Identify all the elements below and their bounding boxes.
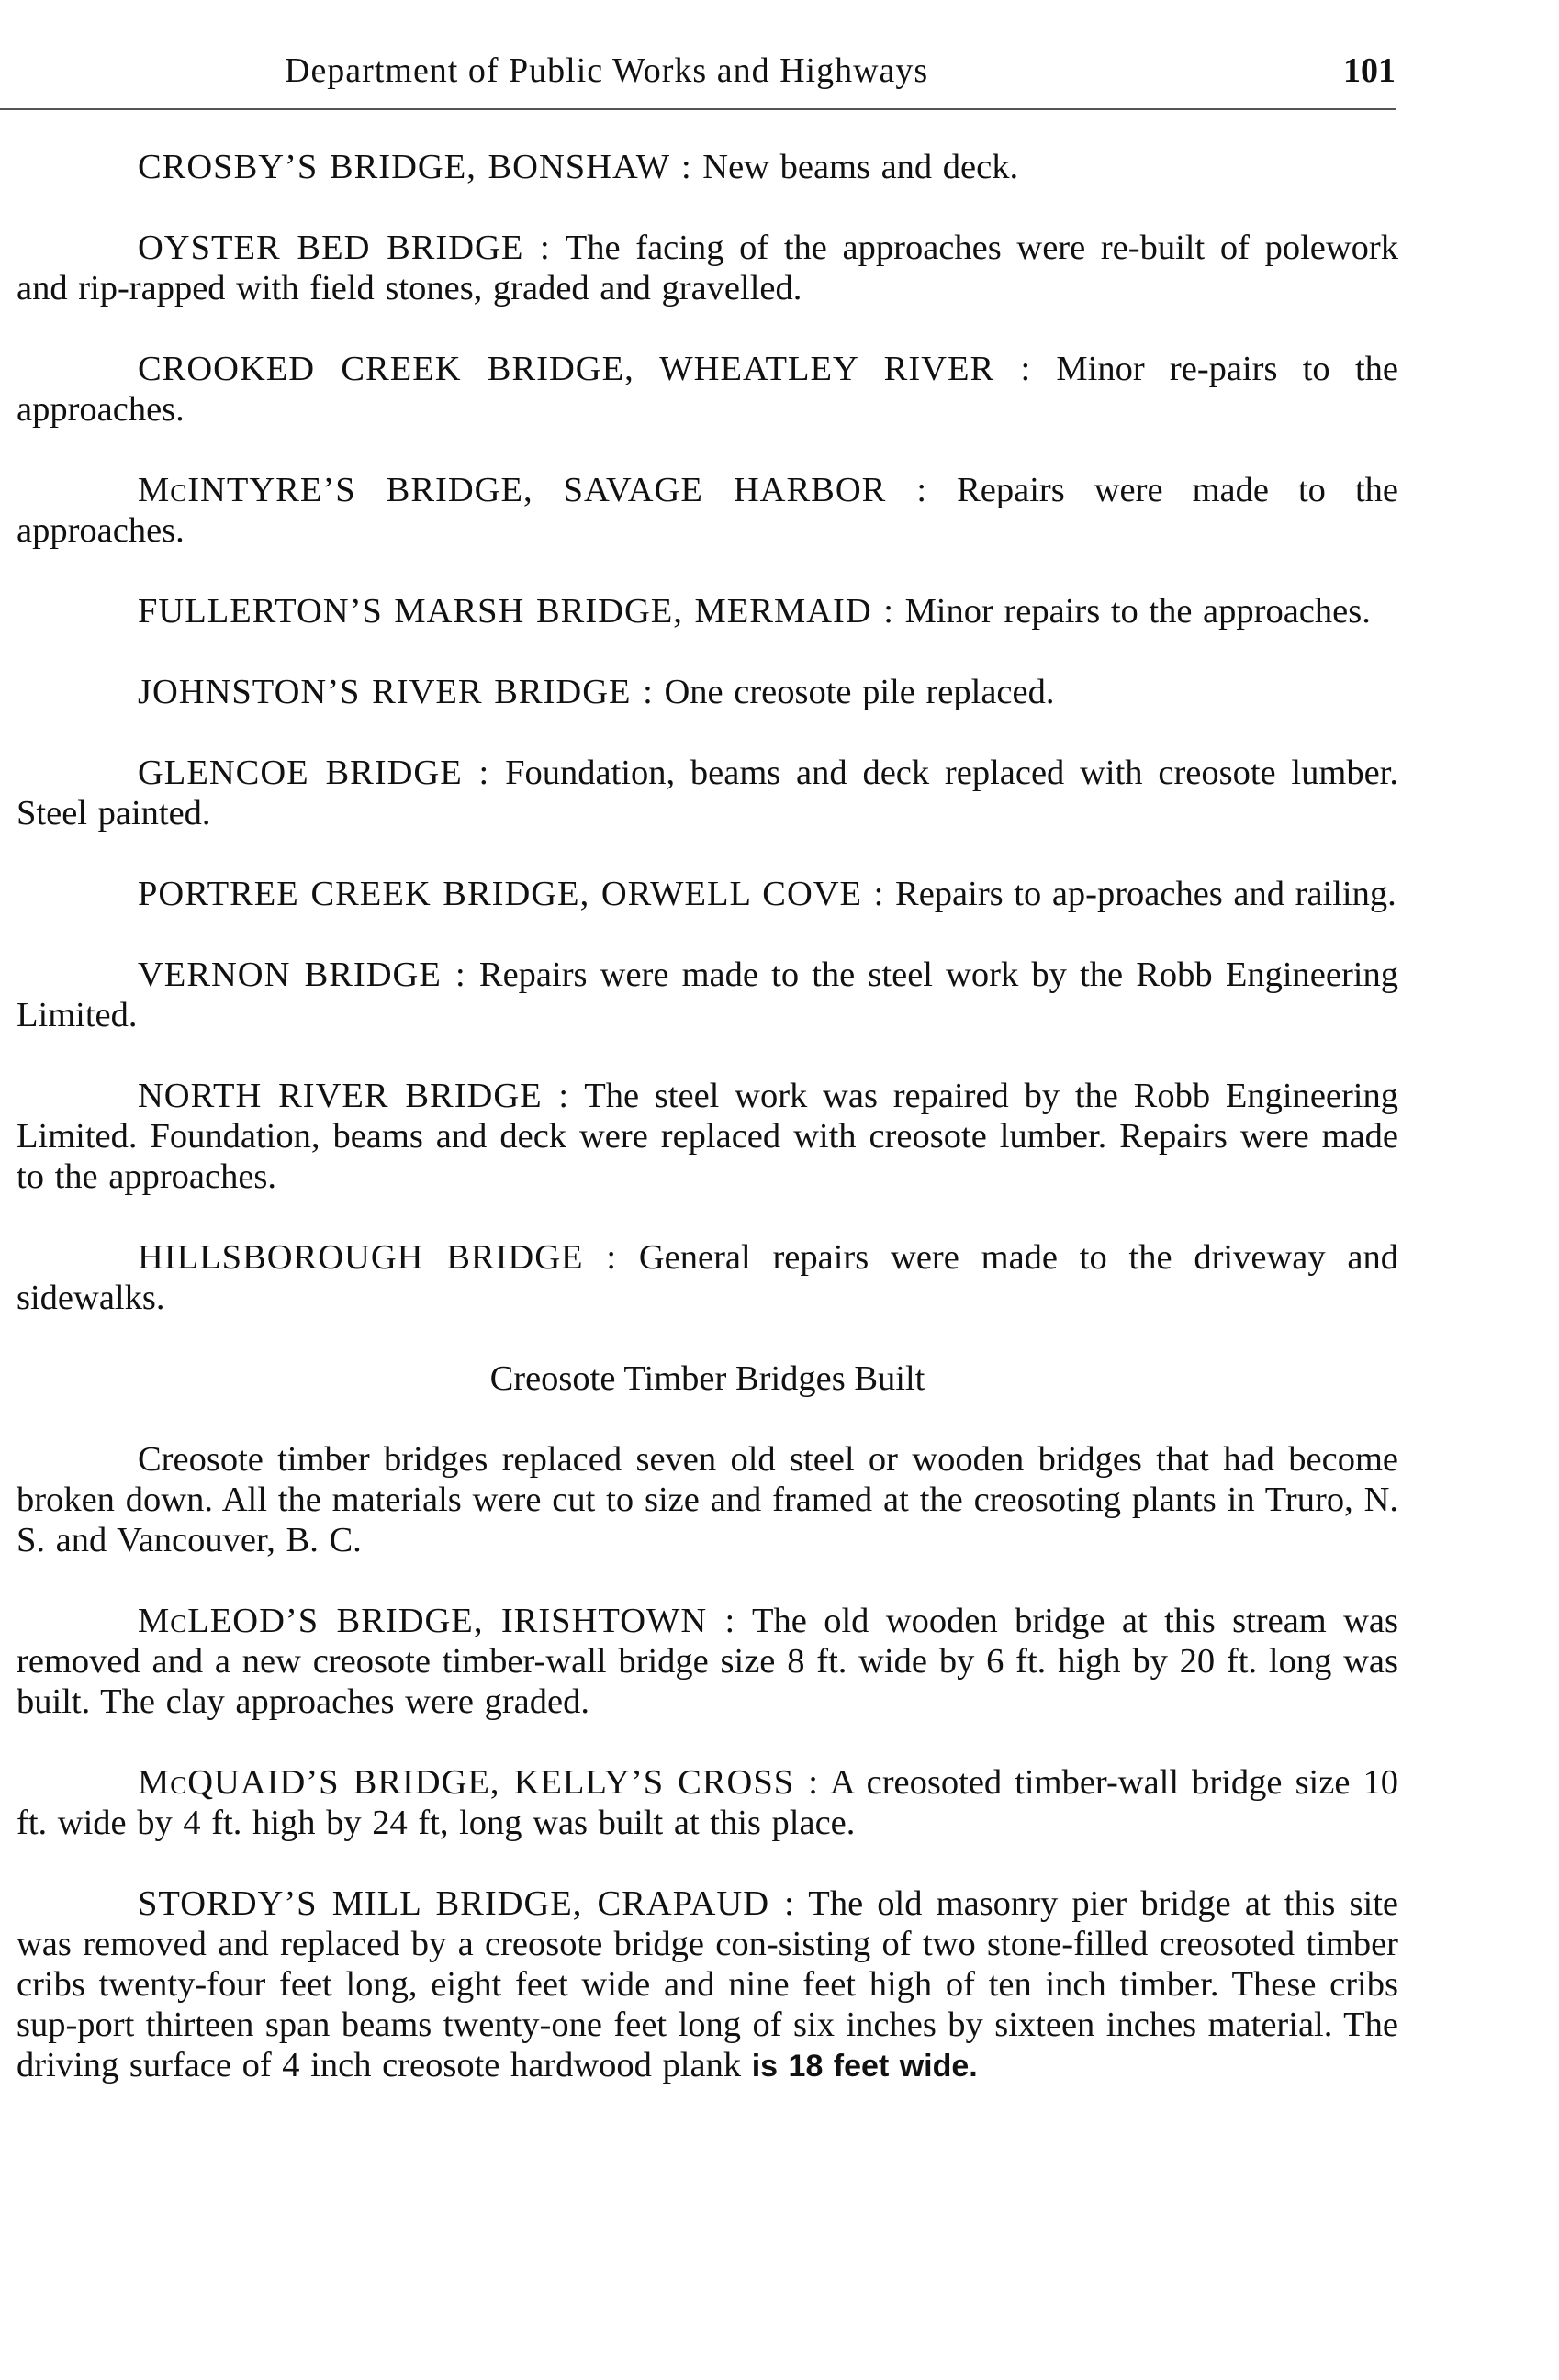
entry-paragraph	[17, 753, 1398, 833]
entry-heading: FULLERTON’S MARSH BRIDGE, MERMAID :	[138, 592, 894, 631]
page-number: 101	[1343, 51, 1396, 90]
entry-paragraph	[17, 1076, 1398, 1197]
entry-paragraph	[17, 228, 1398, 308]
built-entry-paragraph	[17, 1762, 1398, 1843]
intro-paragraph: Creosote timber bridges replaced seven old steel or wooden bridges that had become broken down. All the materials were cut to size and framed at the creosoting plants in Truro, N. S. and Vancouver, B. C.	[17, 1440, 1398, 1559]
entry-heading: VERNON BRIDGE :	[138, 955, 466, 994]
entry-paragraph	[17, 955, 1398, 1035]
entry-paragraph	[17, 349, 1398, 430]
document-body	[17, 147, 1398, 2127]
entry-paragraph	[17, 1237, 1398, 1318]
built-entry-paragraph	[17, 1601, 1398, 1722]
entry-heading: CROOKED CREEK BRIDGE, WHEATLEY RIVER :	[138, 350, 1032, 388]
entry-heading: McINTYRE’S BRIDGE, SAVAGE HARBOR :	[138, 471, 928, 509]
entry-paragraph	[17, 874, 1398, 914]
entry-heading: McQUAID’S BRIDGE, KELLY’S CROSS :	[138, 1763, 819, 1802]
entry-heading: GLENCOE BRIDGE :	[138, 754, 490, 792]
entry-text: A creosoted timber-wall bridge size 10 ft. wide by 4 ft. high by 24 ft, long was built at this place.	[17, 1763, 1398, 1842]
page-header	[285, 50, 1396, 106]
running-head: Department of Public Works and Highways	[285, 51, 929, 90]
entry-text: One creosote pile replaced.	[653, 673, 1055, 711]
entry-text: Minor re-pairs to the approaches.	[17, 350, 1398, 429]
entry-heading: HILLSBOROUGH BRIDGE :	[138, 1238, 618, 1277]
built-entry-paragraph	[17, 1883, 1398, 2086]
entry-heading: PORTREE CREEK BRIDGE, ORWELL COVE :	[138, 875, 885, 913]
entry-text: Repairs were made to the approaches.	[17, 471, 1399, 550]
entry-text: The old wooden bridge at this stream was removed and a new creosote timber-wall bridge size 8 ft. wide by 6 ft. high by 20 ft. long was built. The clay approaches were graded.	[17, 1602, 1399, 1721]
entry-paragraph	[17, 470, 1398, 551]
entry-text: The old masonry pier bridge at this site was removed and replaced by a creosote bridge con-sisting of two stone-filled creosoted timber cribs twenty-four feet long, eight feet wide and nine feet high of ten inch timber. These cribs sup-port thirteen span beams twenty-one feet long of six inches by sixteen inches material. The driving surface of 4 inch creosote hardwood plank	[17, 1884, 1399, 2084]
entry-heading: STORDY’S MILL BRIDGE, CRAPAUD :	[138, 1884, 795, 1923]
entry-text: The facing of the approaches were re-built of polework and rip-rapped with field stones, graded and gravelled.	[17, 229, 1398, 307]
entry-paragraph	[17, 591, 1398, 631]
entry-paragraph	[17, 672, 1398, 712]
entry-text-tail: is 18 feet wide.	[751, 2049, 978, 2084]
entry-heading: OYSTER BED BRIDGE :	[138, 229, 551, 267]
entry-text: Foundation, beams and deck replaced with creosote lumber. Steel painted.	[17, 754, 1398, 832]
entry-heading: NORTH RIVER BRIDGE :	[138, 1077, 570, 1115]
entry-text: General repairs were made to the driveway and sidewalks.	[17, 1238, 1398, 1317]
entry-paragraph	[17, 147, 1398, 187]
entry-heading: CROSBY’S BRIDGE, BONSHAW :	[138, 148, 692, 186]
section-title: Creosote Timber Bridges Built	[489, 1359, 925, 1398]
entry-text: Repairs were made to the steel work by the Robb Engineering Limited.	[17, 955, 1398, 1034]
entry-text: The steel work was repaired by the Robb Engineering Limited. Foundation, beams and deck were replaced with creosote lumber. Repairs were made to the approaches.	[17, 1077, 1399, 1196]
entry-heading: McLEOD’S BRIDGE, IRISHTOWN :	[138, 1602, 736, 1640]
entry-text: Repairs to ap-proaches and railing.	[884, 875, 1396, 913]
entry-text: Minor repairs to the approaches.	[893, 592, 1371, 631]
entry-text: New beams and deck.	[691, 148, 1019, 186]
header-rule	[0, 108, 1396, 110]
entry-heading: JOHNSTON’S RIVER BRIDGE :	[138, 673, 654, 711]
